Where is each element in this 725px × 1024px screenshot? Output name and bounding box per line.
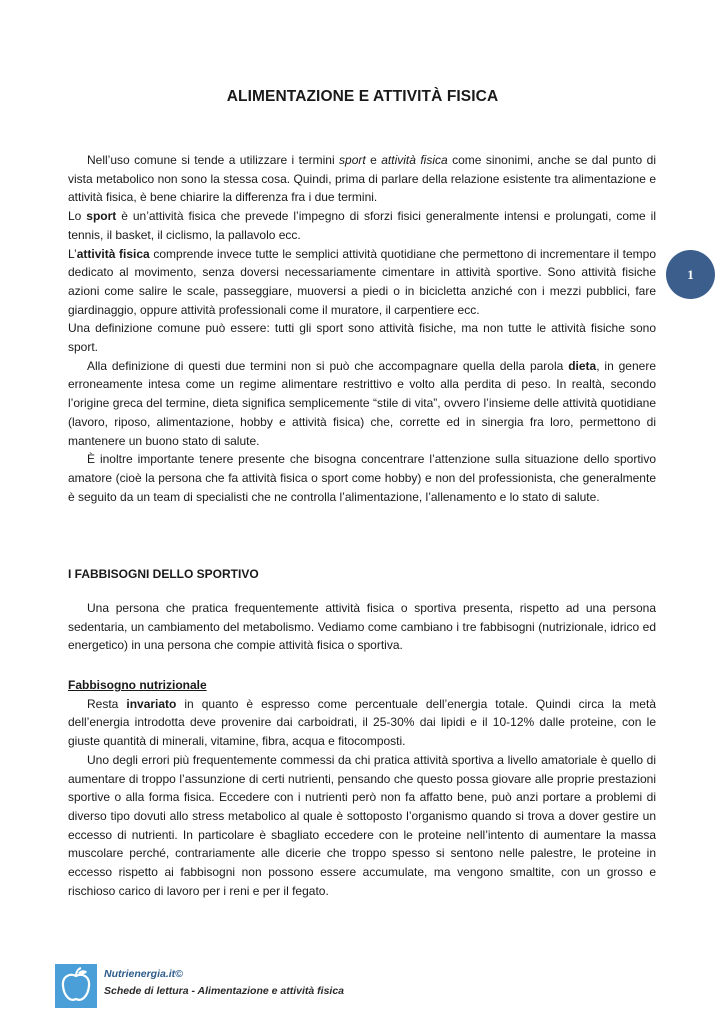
section-paragraph-1: Una persona che pratica frequentemente attività fisica o sportiva presenta, rispetto ad una persona sedentaria, un cambiamento del metabolismo. Vediamo come cambiano i tre fabbisogni (nutrizionale, idrico ed energetico) in una persona che compie attività fisica o sportiva.	[68, 601, 656, 653]
intro-paragraph-3: L’attività fisica comprende invece tutte le semplici attività quotidiane che permettono di incrementare il tempo dedicato al movimento, senza doversi necessariamente cimentare in attività sportive. Sono attività fisiche azioni come salire le scale, passeggiare, muoversi a piedi o in bicicletta anziché con i mezzi pubblici, fare giardinaggio, oppure attività professionali come il muratore, il carpentiere ecc.	[68, 246, 657, 317]
apple-logo-graphic	[55, 964, 97, 1008]
intro-paragraph-4: Una definizione comune può essere: tutti gli sport sono attività fisiche, ma non tutte le attività fisiche sono sport.	[68, 321, 656, 355]
footer-subtitle: Schede di lettura - Alimentazione e attività fisica	[104, 985, 345, 997]
subsection-nutrizionale	[68, 676, 656, 900]
footer	[104, 966, 344, 1000]
page-number-badge: 1	[666, 250, 715, 299]
section-fabbisogni	[68, 599, 656, 655]
section-heading-fabbisogni: I FABBISOGNI DELLO SPORTIVO	[68, 567, 259, 581]
subsection-heading-nutrizionale: Fabbisogno nutrizionale	[68, 678, 207, 692]
intro-paragraph-5: Alla definizione di questi due termini non si può che accompagnare quella della parola dieta, in genere erroneamente intesa come un regime alimentare restrittivo e volto alla perdita di peso. In realtà, secondo l’origine greca del termine, dieta significa semplicemente “stile di vita”, ovvero l’insieme delle attività quotidiane (lavoro, riposo, alimentazione, hobby e attività fisica) che, corrette ed in sinergia fra loro, permettono di mantenere un buono stato di salute.	[68, 358, 656, 448]
subsection-paragraph-1: Resta invariato in quanto è espresso come percentuale dell’energia totale. Quindi circa la metà dell’energia introdotta deve provenire dai carboidrati, il 25-30% dai lipidi e il 10-12% dalle proteine, con le giuste quantità di minerali, vitamine, fibra, acqua e fitocomposti.	[68, 696, 656, 749]
footer-brand: Nutrienergia.it©	[104, 968, 183, 980]
document-body	[68, 151, 657, 898]
apple-icon	[55, 964, 97, 1008]
subsection-paragraph-2: Uno degli errori più frequentemente commessi da chi pratica attività sportiva a livello amatoriale è quello di aumentare di troppo l’assunzione di certi nutrienti, pensando che questo possa giovare alle proprie prestazioni sportive o alla forma fisica. Eccedere con i nutrienti però non fa affatto bene, può anzi portare a problemi di diverso tipo dovuti allo stress metabolico al quale è sottoposto l’organismo quando si trova a dover gestire un eccesso di nutrienti. In particolare è sbagliato eccedere con le proteine nell’intento di aumentare la massa muscolare perché, contrariamente alle dicerie che troppo spesso si sentono nelle palestre, le proteine in eccesso rispetto ai fabbisogni non possono essere accumulate, ma vengono smaltite, con un grosso e rischioso carico di lavoro per i reni e per il fegato.	[68, 752, 656, 898]
intro-paragraph-1: Nell’uso comune si tende a utilizzare i termini sport e attività fisica come sinonimi, anche se dal punto di vista metabolico non sono la stessa cosa. Quindi, prima di parlare della relazione esistente tra alimentazione e attività fisica, è bene chiarire la differenza fra i due termini.	[68, 153, 656, 205]
intro-paragraph-2: Lo sport è un’attività fisica che prevede l’impegno di sforzi fisici generalmente intensi e prolungati, come il tennis, il basket, il ciclismo, la pallavolo ecc.	[68, 209, 656, 242]
intro-paragraph-6: È inoltre importante tenere presente che bisogna concentrare l’attenzione sulla situazione dello sportivo amatore (cioè la persona che fa attività fisica o sport come hobby) e non del professionista, che generalmente è seguito da un team di specialisti che ne controlla l’alimentazione, l’allenamento e lo stato di salute.	[68, 452, 656, 504]
page-title: ALIMENTAZIONE E ATTIVITÀ FISICA	[226, 88, 499, 105]
